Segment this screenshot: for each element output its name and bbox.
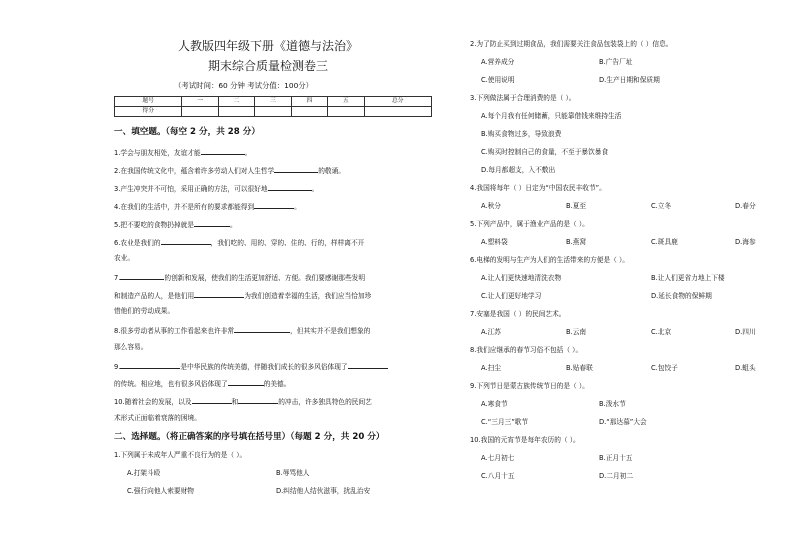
answer-blank[interactable]	[268, 183, 312, 191]
choice-option[interactable]: C.“三月三”歌节	[481, 418, 529, 426]
score-table-cell: 二	[218, 97, 254, 107]
choice-option[interactable]: C.强行向他人索要财物	[127, 487, 194, 495]
choice-question: 6.电梯的发明与生产为人们的生活带来的方便是（ ）。	[470, 256, 629, 264]
fill-question: 3.产生冲突并不可怕，采用正确的方法，可以很好地 。	[114, 185, 319, 193]
score-table-cell: 题号	[115, 97, 182, 107]
choice-option[interactable]: A.塑料袋	[481, 238, 508, 246]
choice-option[interactable]: B.夏至	[566, 202, 587, 210]
choice-question: 10.我国的元宵节是每年农历的（ ）。	[470, 436, 580, 444]
answer-blank[interactable]	[238, 396, 278, 404]
fill-question-continued: 那么容易。	[114, 343, 148, 351]
answer-blank[interactable]	[201, 147, 245, 155]
choice-option[interactable]: C.包饺子	[651, 364, 678, 372]
score-input-cell[interactable]	[218, 107, 254, 117]
choice-option[interactable]: D.蛆头	[735, 364, 756, 372]
choice-option[interactable]: B.购买食物过多，导致浪费	[481, 130, 562, 138]
section1-heading: 一、填空题。（每空 2 分，共 28 分）	[114, 127, 260, 137]
choice-option[interactable]: D.延长食物的保鲜期	[651, 292, 712, 300]
score-table	[114, 96, 432, 117]
score-input-cell[interactable]	[328, 107, 364, 117]
exam-title: 人教版四年级下册《道德与法治》	[178, 39, 359, 53]
score-input-cell[interactable]	[255, 107, 291, 117]
choice-option[interactable]: D.二月初二	[599, 472, 634, 480]
choice-question: 8.我们应继承的春节习俗不包括（ ）。	[470, 346, 583, 354]
exam-info: （考试时间：60 分钟 考试分值：100分）	[174, 81, 314, 90]
choice-option[interactable]: D.生产日期和保质期	[599, 76, 660, 84]
score-table-cell: 五	[328, 97, 364, 107]
choice-option[interactable]: A.扫尘	[481, 364, 501, 372]
score-table-score-row	[115, 107, 432, 117]
answer-blank[interactable]	[120, 361, 180, 369]
choice-option[interactable]: A.营养成分	[481, 58, 515, 66]
choice-option[interactable]: C.使用说明	[481, 76, 515, 84]
choice-option[interactable]: A.江苏	[481, 328, 501, 336]
choice-option[interactable]: C.购买时控制自己的食量，不至于暴饮暴食	[481, 148, 609, 156]
score-table-header-row	[115, 97, 432, 107]
answer-blank[interactable]	[120, 272, 164, 280]
fill-question: 9. 是中华民族的传统美德，伴随我们成长的很多风俗体现了	[114, 361, 388, 372]
answer-blank[interactable]	[254, 201, 294, 209]
answer-blank[interactable]	[228, 378, 264, 386]
fill-question-continued: 和制造产品的人，是他们用 为我们创造着幸福的生活，我们应当恰加珍	[114, 292, 372, 300]
score-input-cell[interactable]	[182, 107, 218, 117]
score-table-cell: 四	[291, 97, 327, 107]
fill-question: 10.随着社会的发展，以及 和 的冲击，许多独具特色的民间艺	[114, 398, 372, 406]
choice-option[interactable]: D.春分	[735, 202, 756, 210]
answer-blank[interactable]	[234, 325, 290, 333]
choice-option[interactable]: D.“那达慕”大会	[599, 418, 647, 426]
choice-option[interactable]: A.寒食节	[481, 400, 508, 408]
answer-blank[interactable]	[194, 290, 244, 298]
answer-blank[interactable]	[274, 165, 318, 173]
exam-subtitle: 期末综合质量检测卷三	[208, 59, 329, 73]
choice-option[interactable]: A.秋分	[481, 202, 501, 210]
choice-option[interactable]: C.立冬	[651, 202, 672, 210]
fill-question: 7. 的创新和发展，使我们的生活更加舒适、方便。我们要感谢那些发明	[114, 274, 366, 282]
choice-option[interactable]: C.北京	[651, 328, 672, 336]
choice-option[interactable]: B.广告厂址	[599, 58, 633, 66]
fill-question: 8.很多劳动者从事的工作看起来也许非常 ，但其实并不是我们想象的	[114, 327, 371, 335]
fill-question-continued: 惜他们的劳动成果。	[114, 307, 175, 315]
choice-question: 4.我国将每年（ ）日定为“中国农民丰收节”。	[470, 184, 606, 192]
choice-option[interactable]: A.让人们更快速地清洗衣物	[481, 274, 562, 282]
answer-blank[interactable]	[348, 361, 388, 369]
score-table-cell: 三	[255, 97, 291, 107]
choice-option[interactable]: B.燕窝	[566, 238, 587, 246]
choice-option[interactable]: D.海参	[735, 238, 756, 246]
score-input-cell[interactable]	[364, 107, 431, 117]
choice-option[interactable]: C.让人们更好地学习	[481, 292, 542, 300]
fill-question: 2.在我国传统文化中，蕴含着许多劳动人们对人生哲学 的敬诵。	[114, 167, 345, 175]
choice-option[interactable]: A.七月初七	[481, 454, 515, 462]
choice-question: 5.下列产品中，属于渔业产品的是（ ）。	[470, 220, 589, 228]
answer-blank[interactable]	[192, 396, 232, 404]
score-table-cell: 总分	[364, 97, 431, 107]
choice-option[interactable]: A.每个月我有任何储蓄，只能靠借钱来维持生活	[481, 112, 622, 120]
choice-option[interactable]: B.让人们更省力地上下楼	[651, 274, 725, 282]
section2-heading: 二、选择题。（将正确答案的序号填在括号里）（每题 2 分，共 20 分）	[114, 432, 385, 442]
choice-question: 1.下列属于未成年人严重不良行为的是（ ）。	[114, 451, 247, 459]
fill-question-continued: 术形式正面临着衰落的困境。	[114, 414, 201, 422]
choice-option[interactable]: C.八月十五	[481, 472, 515, 480]
score-table-cell: 得分	[115, 107, 182, 117]
choice-option[interactable]: B.贴春联	[566, 364, 593, 372]
choice-option[interactable]: B.辱骂他人	[276, 469, 310, 477]
choice-option[interactable]: D.四川	[735, 328, 756, 336]
fill-question-continued: 农业。	[114, 254, 135, 262]
choice-question: 9.下列节日是蒙古族传统节日的是（ ）。	[470, 382, 589, 390]
choice-question: 2.为了防止买到过期食品，我们需要关注食品包装袋上的（ ）信息。	[470, 40, 673, 48]
fill-question: 5.把不要吃的食物扔掉就是 。	[114, 221, 237, 229]
choice-option[interactable]: D.每月都超支，入不敷出	[481, 166, 556, 174]
score-input-cell[interactable]	[291, 107, 327, 117]
fill-question: 6.农业是我们的 ，我们吃的、用的、穿的、住的、行的，样样离不开	[114, 239, 365, 247]
choice-question: 7.安塞是我国（ ）的民间艺术。	[470, 310, 566, 318]
fill-question: 4.在我们的生活中，并不是所有的要求都能得到 。	[114, 203, 301, 211]
fill-question-continued: 的传统。相应地，也有很多风俗体现了 的美德。	[114, 380, 291, 388]
choice-option[interactable]: C.斑具鹿	[651, 238, 678, 246]
answer-blank[interactable]	[194, 219, 230, 227]
choice-option[interactable]: B.云南	[566, 328, 587, 336]
choice-option[interactable]: A.打架斗殴	[127, 469, 161, 477]
answer-blank[interactable]	[161, 237, 211, 245]
choice-option[interactable]: D.纠结他人结伙滋事，扰乱治安	[276, 487, 371, 495]
choice-option[interactable]: B.泼水节	[599, 400, 626, 408]
fill-question: 1.学会与朋友相处，友谊才能 。	[114, 149, 252, 157]
choice-question: 3.下列做法属于合理消费的是（ ）。	[470, 94, 576, 102]
score-table-cell: 一	[182, 97, 218, 107]
choice-option[interactable]: B.正月十五	[599, 454, 633, 462]
